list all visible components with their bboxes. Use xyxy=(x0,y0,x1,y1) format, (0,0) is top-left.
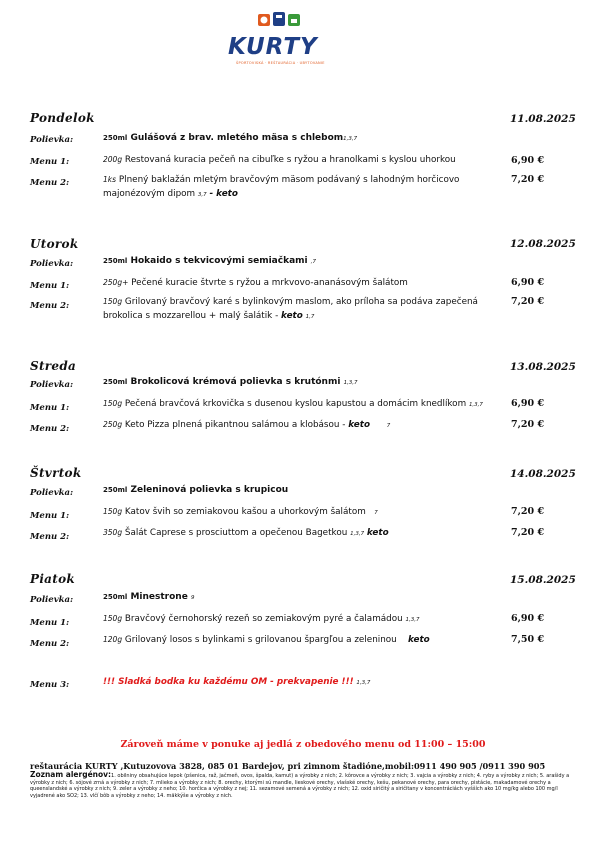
day-name: Streda xyxy=(30,359,77,373)
soup-allergens: 9 xyxy=(190,595,195,601)
dish-text: Pečená bravčová krkovička s dusenou kyslou kapustou a domácim knedlíkom xyxy=(124,399,467,409)
soup-label: Polievka: xyxy=(30,595,74,605)
dish-text: Plnený baklažán mletým bravčovým mäsom podávaný s lahodným horčicovo xyxy=(118,175,460,185)
soup-qty: 250ml xyxy=(103,257,128,265)
dish-allergens: 1,3,7 xyxy=(356,680,371,686)
soup-label: Polievka: xyxy=(30,380,74,390)
dish-qty: 250g+ xyxy=(103,278,129,287)
lunch-menu-note: Zároveň máme v ponuke aj jedlá z obedového menu od 11:00 – 15:00 xyxy=(120,739,486,750)
soup-name: Brokolicová krémová polievka s krutónmi xyxy=(130,377,341,387)
dish-text: Grilovaný bravčový karé s bylinkovým maslom, ako príloha sa podáva zapečená xyxy=(124,297,478,307)
day-name: Utorok xyxy=(30,237,79,251)
dish-qty: 150g xyxy=(103,297,123,306)
menu-label: Menu 2: xyxy=(30,639,70,649)
menu-dish xyxy=(103,397,483,412)
soup-line xyxy=(103,133,357,143)
dish-qty: 200g xyxy=(103,155,123,164)
menu-dish-dessert xyxy=(103,675,370,690)
dish-allergens: 7 xyxy=(374,510,378,516)
soup-allergens: 1,3,7 xyxy=(343,136,358,142)
dish-allergens: 1,3,7 xyxy=(468,402,483,408)
dish-text: Restovaná kuracia pečeň na cibuľke s ryžou a hranolkami s kyslou uhorkou xyxy=(124,155,456,165)
menu-label: Menu 2: xyxy=(30,532,70,542)
menu-label: Menu 1: xyxy=(30,157,70,167)
menu-dish xyxy=(103,295,503,324)
dish-text: Katov švih so zemiakovou kašou a uhorkovým šalátom xyxy=(124,507,366,517)
soup-line xyxy=(103,256,316,266)
soup-allergens: 1,3,7 xyxy=(343,380,358,386)
soup-line xyxy=(103,592,194,602)
soup-qty: 250ml xyxy=(103,593,128,601)
dish-text: Bravčový černohorský rezeň so zemiakovým pyré a čalamádou xyxy=(124,614,403,624)
menu-label: Menu 1: xyxy=(30,403,70,413)
allergen-list xyxy=(30,772,580,799)
dish-qty: 1ks xyxy=(103,175,117,184)
allergen-text: 1. obilniny obsahujúce lepok (pšenica, raž, jačmeň, ovos, špalda, kamut) a výrobky z nich; 2. kôrovce a výrobky z nich; 3. vajcia a výrobky z nich; 4. ryby a výrobky z nich; 5. arašidy a výrobky z nich; 6. sójové zrná a výrobky z nich; 7. mlieko a výrobky z nich; 8. orechy, ktorými sú mandle, lieskové orechy, vlašské orechy, kešu, pekanové orechy, para orechy, pistácie, makadamové orechy a queenslandské a výrobky z nich; 9. zeler a výrobky z neho; 10. horčica a výrobky z nej; 11. sezamové semená a výrobky z nich; 12. oxid siričitý a siričitany v koncentráciách vyšších ako 10 mg/kg alebo 100 mg/l vyjadrené ako SO2; 13. vlčí bôb a výrobky z neho; 14. mäkkýše a výrobky z nich. xyxy=(30,773,570,799)
soup-qty: 250ml xyxy=(103,134,128,142)
menu-price: 6,90 € xyxy=(511,398,545,409)
kurty-logo xyxy=(214,10,334,68)
menu-dish xyxy=(103,173,503,202)
menu-label: Menu 1: xyxy=(30,618,70,628)
dish-text-2: brokolica s mozzarellou + malý šalátik - xyxy=(103,311,279,321)
day-date: 15.08.2025 xyxy=(510,574,576,586)
menu-label: Menu 2: xyxy=(30,178,70,188)
keto-tag: keto xyxy=(366,528,389,538)
menu-price: 6,90 € xyxy=(511,277,545,288)
dish-qty: 350g xyxy=(103,528,123,537)
soup-name: Minestrone xyxy=(130,592,188,602)
menu-label: Menu 2: xyxy=(30,424,70,434)
soup-label: Polievka: xyxy=(30,488,74,498)
dish-text: Grilovaný losos s bylinkami s grilovanou špargľou a zeleninou xyxy=(124,635,397,645)
menu-dish xyxy=(103,276,408,290)
keto-tag: keto xyxy=(407,635,430,645)
dish-allergens: 1,3,7 xyxy=(350,531,365,537)
dish-allergens: 1,3,7 xyxy=(405,617,420,623)
soup-qty: 250ml xyxy=(103,378,128,386)
menu-dish xyxy=(103,505,378,520)
soup-name: Hokaido s tekvicovými semiačkami xyxy=(130,256,308,266)
menu-dish xyxy=(103,633,430,647)
day-name: Piatok xyxy=(30,572,76,586)
day-date: 14.08.2025 xyxy=(510,468,576,480)
menu-label: Menu 1: xyxy=(30,281,70,291)
dish-qty: 150g xyxy=(103,507,123,516)
keto-tag: keto xyxy=(281,311,303,321)
restaurant-address: reštaurácia KURTY ,Kutuzovova 3828, 085 01 Bardejov, pri zimnom štadióne,mobil:0911 490 905 /0911 390 905 xyxy=(30,761,546,771)
menu-price: 7,50 € xyxy=(511,634,545,645)
menu-price: 6,90 € xyxy=(511,155,545,166)
day-name: Štvrtok xyxy=(30,466,82,480)
soup-line xyxy=(103,485,288,495)
dish-allergens: 1,7 xyxy=(305,314,315,320)
day-name: Pondelok xyxy=(30,111,95,125)
menu-price: 7,20 € xyxy=(511,174,545,185)
brand-tagline: ŠPORTOVISKÁ · REŠTAURÁCIA · UBYTOVANIE xyxy=(236,61,325,65)
menu-price: 7,20 € xyxy=(511,419,545,430)
soup-label: Polievka: xyxy=(30,135,74,145)
keto-tag: keto xyxy=(348,420,370,430)
dessert-text: !!! Sladká bodka ku každému OM - prekvapenie !!! xyxy=(103,677,354,687)
menu-dish xyxy=(103,153,456,167)
dish-qty: 120g xyxy=(103,635,123,644)
menu-label: Menu 2: xyxy=(30,301,70,311)
menu-label: Menu 3: xyxy=(30,680,70,690)
menu-price: 7,20 € xyxy=(511,296,545,307)
day-date: 12.08.2025 xyxy=(510,238,576,250)
soup-name: Gulášová z brav. mletého mäsa s chlebom xyxy=(130,133,344,143)
dish-qty: 150g xyxy=(103,614,123,623)
soup-qty: 250ml xyxy=(103,486,128,494)
dish-text: Keto Pizza plnená pikantnou salámou a klobásou - xyxy=(124,420,346,430)
dish-qty: 150g xyxy=(103,399,123,408)
menu-price: 7,20 € xyxy=(511,506,545,517)
keto-tag: - keto xyxy=(209,189,238,199)
menu-dish xyxy=(103,612,420,627)
menu-label: Menu 1: xyxy=(30,511,70,521)
menu-dish xyxy=(103,526,389,541)
dish-text-2: majonézovým dipom xyxy=(103,189,196,199)
day-date: 11.08.2025 xyxy=(510,113,576,125)
menu-dish xyxy=(103,418,390,433)
brand-name: KURTY xyxy=(228,34,318,60)
allergen-heading: Zoznam alergénov: xyxy=(30,770,112,779)
dish-qty: 250g xyxy=(103,420,123,429)
dish-allergens: 7 xyxy=(386,423,391,429)
dish-allergens: 3,7 xyxy=(197,192,207,198)
menu-price: 7,20 € xyxy=(511,527,545,538)
soup-label: Polievka: xyxy=(30,259,74,269)
menu-price: 6,90 € xyxy=(511,613,545,624)
soup-allergens: ,7 xyxy=(310,259,316,265)
dish-text: Šalát Caprese s prosciuttom a opečenou Bagetkou xyxy=(124,528,348,538)
soup-line xyxy=(103,377,358,387)
day-date: 13.08.2025 xyxy=(510,361,576,373)
dish-text: Pečené kuracie štvrte s ryžou a mrkvovo-ananásovým šalátom xyxy=(131,278,408,288)
soup-name: Zeleninová polievka s krupicou xyxy=(130,485,289,495)
